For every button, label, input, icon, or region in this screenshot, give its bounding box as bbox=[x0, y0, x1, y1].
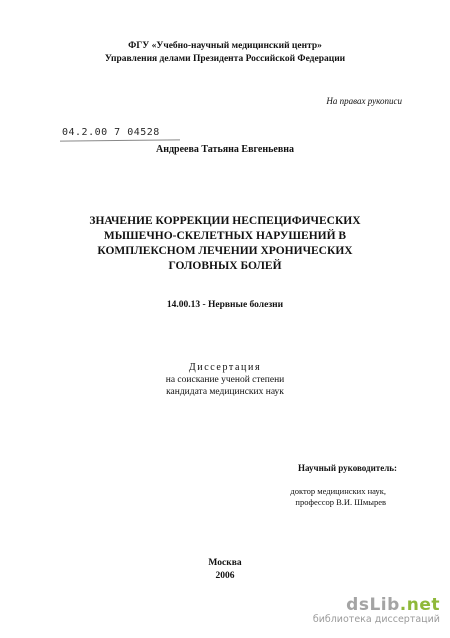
title-line-3: КОМПЛЕКСНОМ ЛЕЧЕНИИ ХРОНИЧЕСКИХ bbox=[97, 245, 353, 257]
logo-tld: .net bbox=[399, 595, 440, 615]
supervisor-label: Научный руководитель: bbox=[298, 463, 397, 473]
author-name: Андреева Татьяна Евгеньевна bbox=[156, 144, 294, 155]
library-stamp-number: 04.2.00 7 04528 bbox=[62, 127, 160, 138]
dslib-logo bbox=[313, 596, 440, 614]
city: Москва bbox=[208, 558, 242, 568]
specialty-code: 14.00.13 - Нервные болезни bbox=[166, 300, 284, 310]
year: 2006 bbox=[215, 571, 235, 581]
title-line-4: ГОЛОВНЫХ БОЛЕЙ bbox=[168, 260, 282, 272]
organization-header bbox=[0, 40, 450, 66]
degree-line-1: на соискание ученой степени bbox=[165, 375, 285, 385]
rights-note: На правах рукописи bbox=[326, 96, 402, 106]
logo-main: dsLib bbox=[346, 595, 400, 615]
title-line-1: ЗНАЧЕНИЕ КОРРЕКЦИИ НЕСПЕЦИФИЧЕСКИХ bbox=[89, 215, 361, 227]
dissertation-degree-block bbox=[0, 362, 450, 398]
degree-line-2: кандидата медицинских наук bbox=[166, 387, 284, 397]
dissertation-heading: Диссертация bbox=[188, 362, 262, 373]
supervisor-info bbox=[290, 486, 386, 508]
dslib-tagline: библиотека диссертаций bbox=[312, 614, 440, 625]
organization-line-1: ФГУ «Учебно-научный медицинский центр» bbox=[128, 41, 322, 51]
stamp-underline bbox=[60, 139, 180, 141]
supervisor-name: профессор В.И. Шмырев bbox=[295, 497, 386, 507]
dslib-watermark bbox=[313, 596, 440, 626]
title-line-2: МЫШЕЧНО-СКЕЛЕТНЫХ НАРУШЕНИЙ В bbox=[103, 230, 347, 242]
dissertation-title bbox=[70, 214, 380, 274]
supervisor-degree: доктор медицинских наук, bbox=[290, 486, 386, 496]
organization-line-2: Управления делами Президента Российской Федерации bbox=[104, 54, 346, 64]
location-block bbox=[0, 557, 450, 583]
